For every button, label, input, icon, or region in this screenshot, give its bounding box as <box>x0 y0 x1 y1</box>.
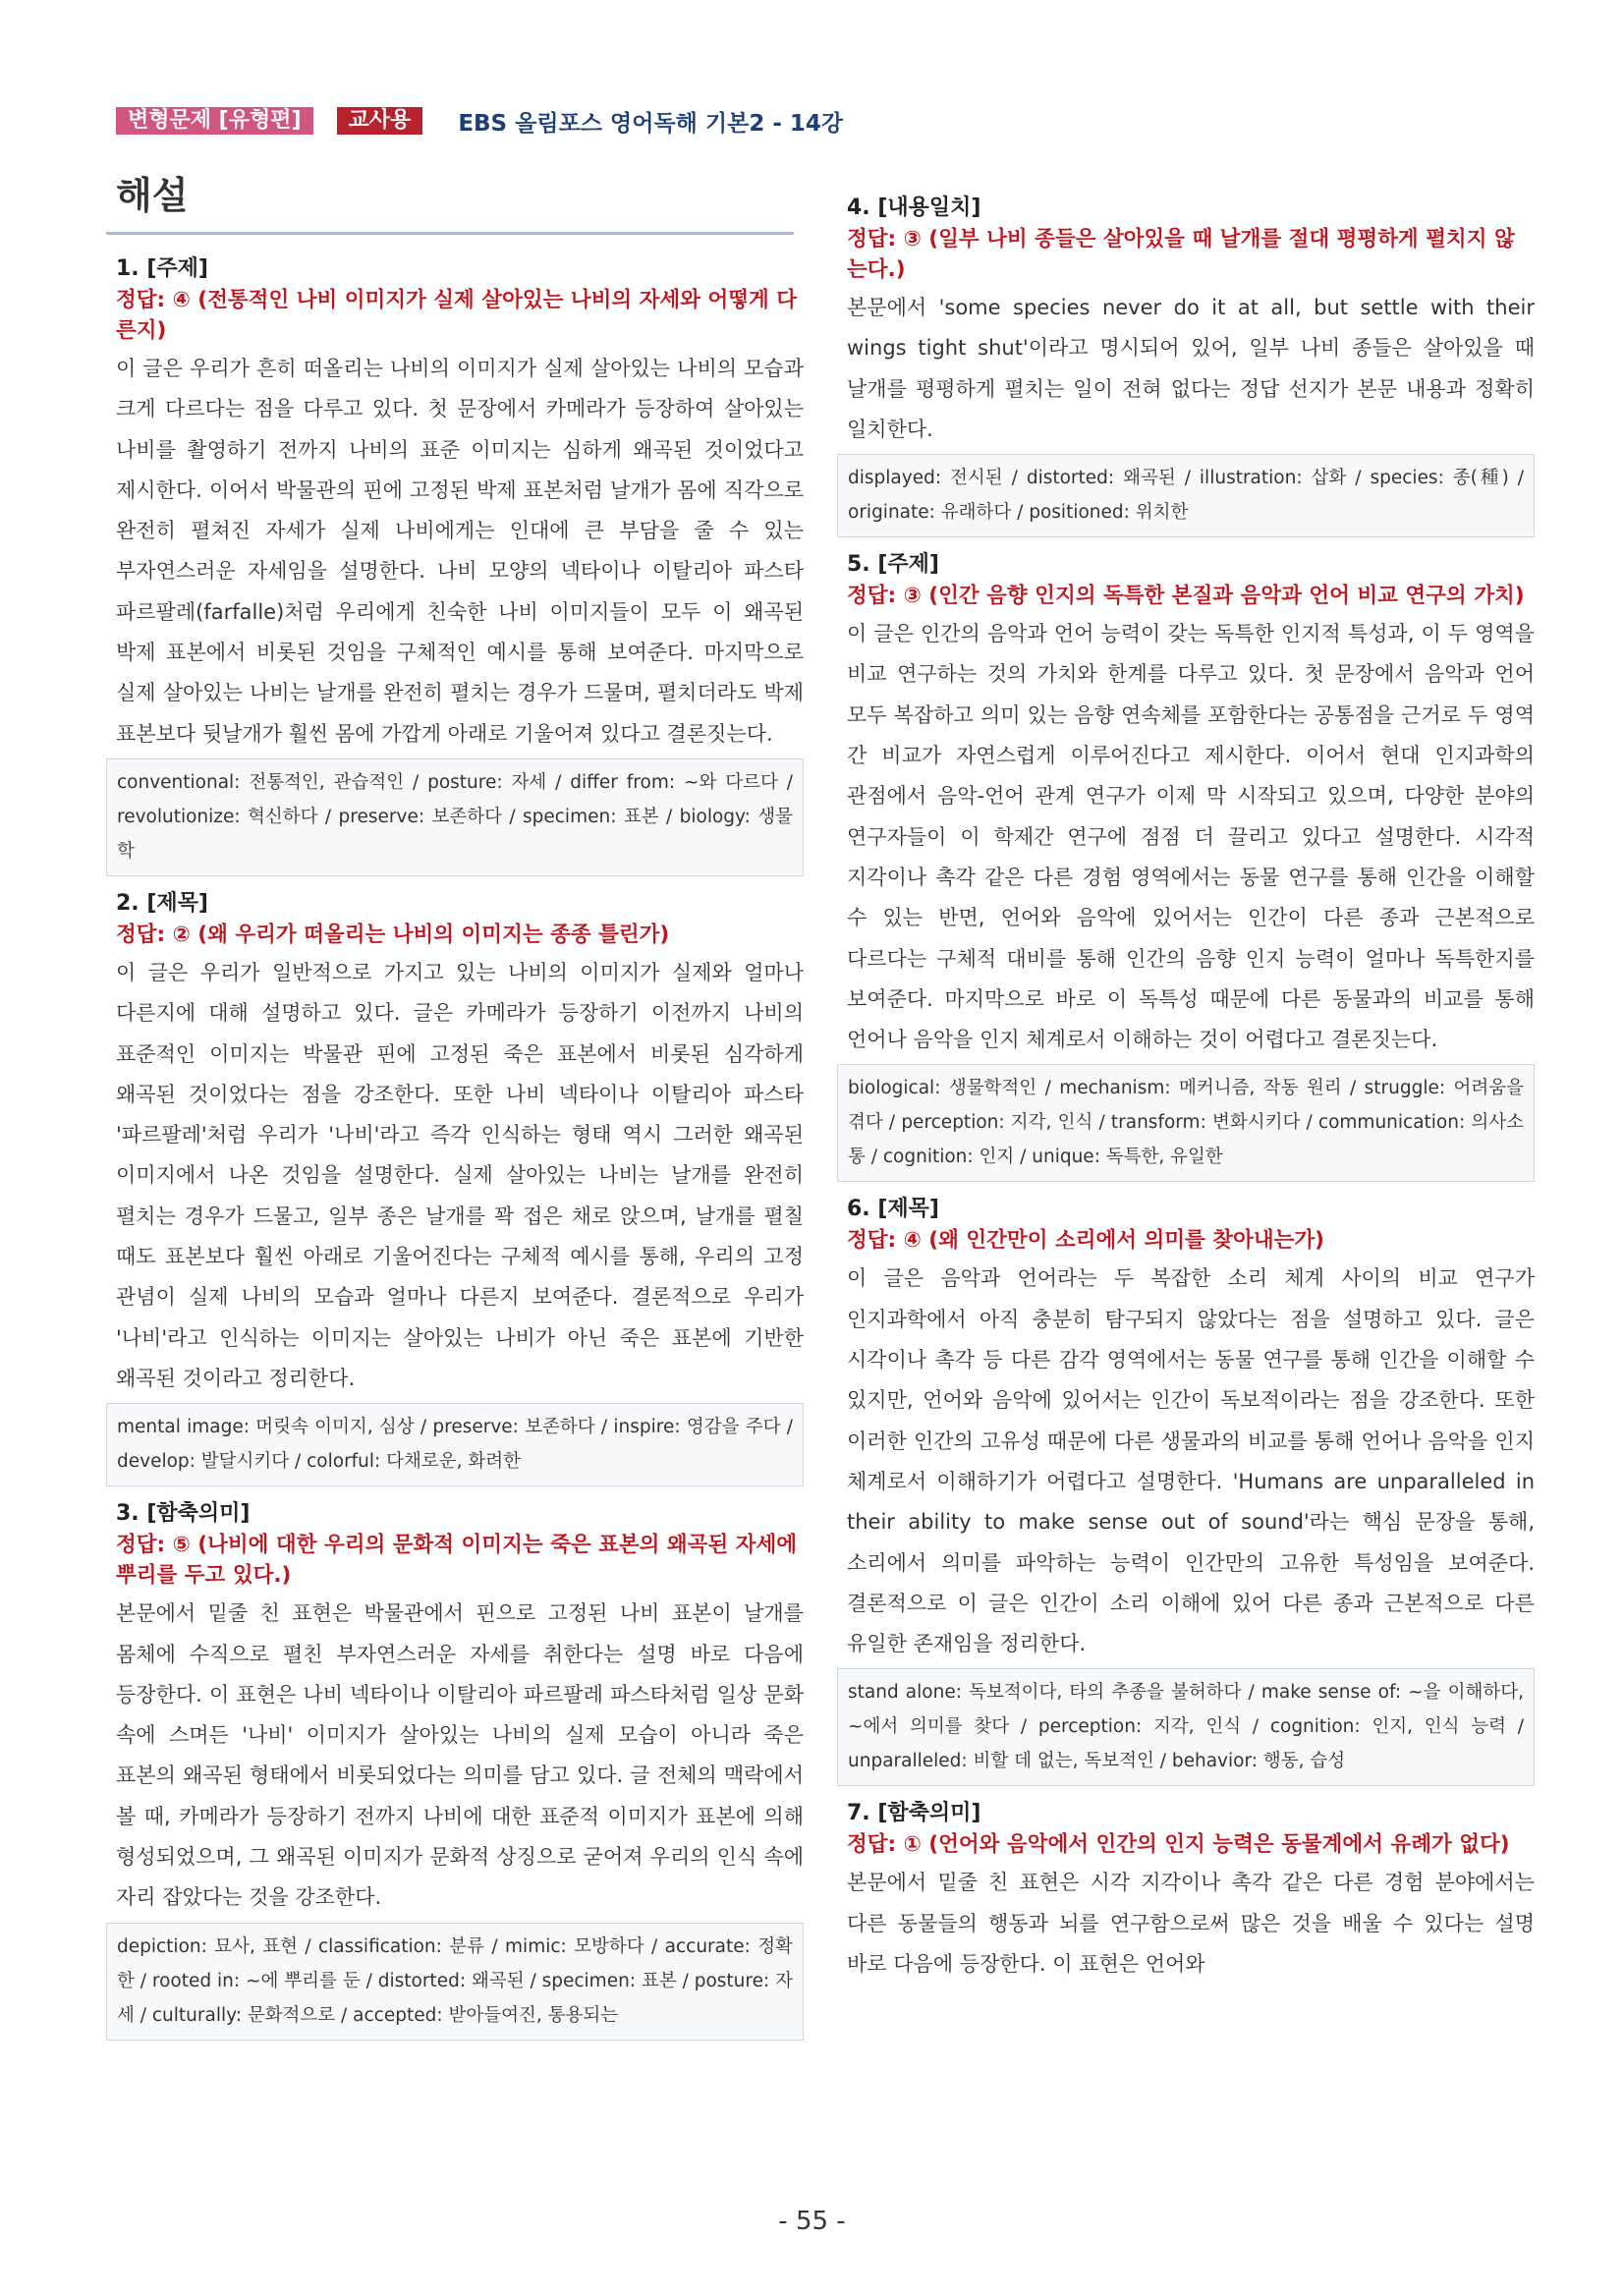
explanation-text: 이 글은 우리가 일반적으로 가지고 있는 나비의 이미지가 실제와 얼마나 다른지에 대해 설명하고 있다. 글은 카메라가 등장하기 이전까지 나비의 표준적인 이미지는 박물관 핀에 고정된 죽은 표본에서 비롯된 심각하게 왜곡된 것이었다는 점을 강조한다. 또한 나비 넥타이나 이탈리아 파스타 '파르팔레'처럼 우리가 '나비'라고 즉각 인식하는 형태 역시 그러한 왜곡된 이미지에서 나온 것임을 설명한다. 실제 살아있는 나비는 날개를 완전히 펼치는 경우가 드물고, 일부 종은 날개를 꽉 접은 채로 앉으며, 날개를 펼칠 때도 표본보다 훨씬 아래로 기울어진다는 구체적 예시를 통해, 우리의 고정 관념이 실제 나비의 모습과 얼마나 다른지 보여준다. 결론적으로 우리가 '나비'라고 인식하는 이미지는 살아있는 나비가 아닌 죽은 표본에 기반한 왜곡된 것이라고 정리한다. <box>116 960 804 1390</box>
section-heading: 6. [제목] <box>847 1197 939 1222</box>
answer-line: 정답: ③ (인간 음향 인지의 독특한 본질과 음악과 언어 비교 연구의 가치) <box>847 584 1525 609</box>
section-3 <box>116 1498 804 2040</box>
page-title: 해설 <box>116 174 189 217</box>
section-heading: 4. [내용일치] <box>847 196 981 220</box>
answer-line: 정답: ② (왜 우리가 떠올리는 나비의 이미지는 종종 틀린가) <box>116 922 670 947</box>
section-heading: 1. [주제] <box>116 256 208 281</box>
right-column <box>847 193 1535 1996</box>
section-2 <box>116 888 804 1486</box>
explanation-text: 이 글은 우리가 흔히 떠올리는 나비의 이미지가 실제 살아있는 나비의 모습과 크게 다르다는 점을 다루고 있다. 첫 문장에서 카메라가 등장하여 살아있는 나비를 촬영하기 전까지 나비의 표준 이미지는 심하게 왜곡된 것이었다고 제시한다. 이어서 박물관의 핀에 고정된 박제 표본처럼 날개가 몸에 직각으로 완전히 펼쳐진 자세가 실제 나비에게는 인대에 큰 부담을 줄 수 있는 부자연스러운 자세임을 설명한다. 나비 모양의 넥타이나 이탈리아 파스타 파르팔레(farfalle)처럼 우리에게 친숙한 나비 이미지들이 모두 이 왜곡된 박제 표본에서 비롯된 것임을 구체적인 예시를 통해 보여준다. 마지막으로 실제 살아있는 나비는 날개를 완전히 펼치는 경우가 드물며, 펼치더라도 박제 표본보다 뒷날개가 훨씬 몸에 가깝게 아래로 기울어져 있다고 결론짓는다. <box>116 357 804 746</box>
answer-line: 정답: ④ (전통적인 나비 이미지가 실제 살아있는 나비의 자세와 어떻게 다른지) <box>116 288 798 343</box>
section-5 <box>847 549 1535 1182</box>
explanation-text: 본문에서 밑줄 친 표현은 박물관에서 핀으로 고정된 나비 표본이 날개를 몸체에 수직으로 펼친 부자연스러운 자세를 취한다는 설명 바로 다음에 등장한다. 이 표현은 나비 넥타이나 이탈리아 파르팔레 파스타처럼 일상 문화 속에 스며든 '나비' 이미지가 살아있는 나비의 실제 모습이 아니라 죽은 표본의 왜곡된 형태에서 비롯되었다는 의미를 담고 있다. 글 전체의 맥락에서 볼 때, 카메라가 등장하기 전까지 나비에 대한 표준적 이미지가 표본에 의해 형성되었으며, 그 왜곡된 이미지가 문화적 상징으로 굳어져 우리의 인식 속에 자리 잡았다는 것을 강조한다. <box>116 1601 804 1910</box>
vocab-box: displayed: 전시된 / distorted: 왜곡된 / illustration: 삽화 / species: 종(種) / originate: 유래하다 / positioned: 위치한 <box>837 454 1535 537</box>
vocab-box: conventional: 전통적인, 관습적인 / posture: 자세 / differ from: ~와 다르다 / revolutionize: 혁신하다 / preserve: 보존하다 / specimen: 표본 / biology: 생물학 <box>106 758 804 876</box>
section-1 <box>116 253 804 876</box>
explanation-text: 본문에서 'some species never do it at all, but settle with their wings tight shut'이라고 명시되어 있어, 일부 나비 종들은 살아있을 때 날개를 평평하게 펼치는 일이 전혀 없다는 정답 선지가 본문 내용과 정확히 일치한다. <box>847 296 1535 441</box>
answer-line: 정답: ④ (왜 인간만이 소리에서 의미를 찾아내는가) <box>847 1228 1324 1254</box>
section-7 <box>847 1798 1535 1985</box>
type-tag: 변형문제 [유형편] <box>116 107 313 135</box>
teacher-tag: 교사용 <box>337 107 423 135</box>
vocab-box: depiction: 묘사, 표현 / classification: 분류 / mimic: 모방하다 / accurate: 정확한 / rooted in: ~에 뿌리를 둔 / distorted: 왜곡된 / specimen: 표본 / posture: 자세 / culturally: 문화적으로 / accepted: 받아들여진, 통용되는 <box>106 1923 804 2041</box>
answer-line: 정답: ③ (일부 나비 종들은 살아있을 때 날개를 절대 평평하게 펼치지 않는다.) <box>847 227 1515 282</box>
section-4 <box>847 193 1535 537</box>
vocab-box: mental image: 머릿속 이미지, 심상 / preserve: 보존하다 / inspire: 영감을 주다 / develop: 발달시키다 / colorful: 다채로운, 화려한 <box>106 1403 804 1486</box>
explanation-text: 이 글은 음악과 언어라는 두 복잡한 소리 체계 사이의 비교 연구가 인지과학에서 아직 충분히 탐구되지 않았다는 점을 설명하고 있다. 글은 시각이나 촉각 등 다른 감각 영역에서는 동물 연구를 통해 인간을 이해할 수 있지만, 언어와 음악에 있어서는 인간이 독보적이라는 점을 강조한다. 또한 이러한 인간의 고유성 때문에 다른 생물과의 비교를 통해 언어나 음악을 인지 체계로서 이해하기가 어렵다고 설명한다. 'Humans are unparalleled in their ability to make sense out of sound'라는 핵심 문장을 통해, 소리에서 의미를 파악하는 능력이 인간만의 고유한 특성임을 보여준다. 결론적으로 이 글은 인간이 소리 이해에 있어 다른 종과 근본적으로 다른 유일한 존재임을 정리한다. <box>847 1266 1535 1656</box>
answer-line: 정답: ① (언어와 음악에서 인간의 인지 능력은 동물계에서 유례가 없다) <box>847 1832 1510 1858</box>
section-heading: 5. [주제] <box>847 552 939 578</box>
page-header <box>116 106 843 136</box>
explanation-text: 이 글은 인간의 음악과 언어 능력이 갖는 독특한 인지적 특성과, 이 두 영역을 비교 연구하는 것의 가치와 한계를 다루고 있다. 첫 문장에서 음악과 언어 모두 복잡하고 의미 있는 음향 연속체를 포함한다는 공통점을 근거로 두 영역 간 비교가 자연스럽게 이루어진다고 제시한다. 이어서 현대 인지과학의 관점에서 음악-언어 관계 연구가 이제 막 시작되고 있으며, 다양한 분야의 연구자들이 이 학제간 연구에 점점 더 끌리고 있다고 설명한다. 시각적 지각이나 촉각 같은 다른 경험 영역에서는 동물 연구를 통해 인간을 이해할 수 있는 반면, 언어와 음악에 있어서는 인간이 다른 종과 근본적으로 다르다는 구체적 대비를 통해 인간의 음향 인지 능력이 얼마나 독특한지를 보여준다. 마지막으로 바로 이 독특성 때문에 다른 동물과의 비교를 통해 언어나 음악을 인지 체계로서 이해하는 것이 어렵다고 결론짓는다. <box>847 622 1535 1052</box>
section-heading: 2. [제목] <box>116 890 208 916</box>
section-6 <box>847 1194 1535 1786</box>
section-heading: 7. [함축의미] <box>847 1801 981 1826</box>
vocab-box: biological: 생물학적인 / mechanism: 메커니즘, 작동 원리 / struggle: 어려움을 겪다 / perception: 지각, 인식 / transform: 변화시키다 / communication: 의사소통 / cognition: 인지 / unique: 독특한, 유일한 <box>837 1064 1535 1182</box>
title-divider <box>106 232 794 235</box>
answer-line: 정답: ⑤ (나비에 대한 우리의 문화적 이미지는 죽은 표본의 왜곡된 자세에 뿌리를 두고 있다.) <box>116 1533 798 1589</box>
vocab-box: stand alone: 독보적이다, 타의 추종을 불허하다 / make sense of: ~을 이해하다, ~에서 의미를 찾다 / perception: 지각, 인식 / cognition: 인지, 인식 능력 / unparalleled: 비할 데 없는, 독보적인 / behavior: 행동, 습성 <box>837 1668 1535 1786</box>
explanation-text: 본문에서 밑줄 친 표현은 시각 지각이나 촉각 같은 다른 경험 분야에서는 다른 동물들의 행동과 뇌를 연구함으로써 많은 것을 배울 수 있다는 설명 바로 다음에 등장한다. 이 표현은 언어와 <box>847 1871 1535 1977</box>
left-column <box>116 253 804 2052</box>
section-heading: 3. [함축의미] <box>116 1501 251 1527</box>
header-title: EBS 올림포스 영어독해 기본2 - 14강 <box>458 110 844 137</box>
page-number: - 55 - <box>778 2207 846 2236</box>
